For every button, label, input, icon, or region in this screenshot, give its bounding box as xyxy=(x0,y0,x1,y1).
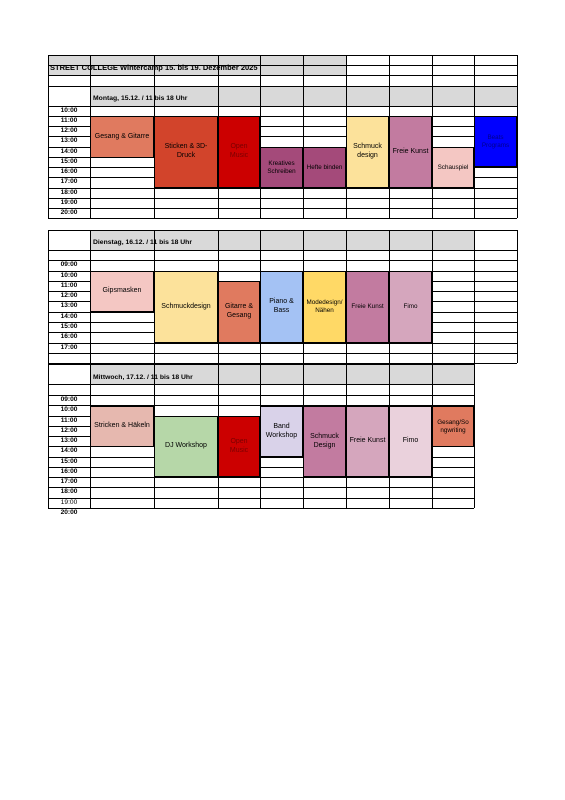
time-label: 20:00 xyxy=(60,209,78,216)
activity-block[interactable]: Modedesign/ Nähen xyxy=(303,271,346,343)
grid-line xyxy=(48,250,517,251)
activity-block[interactable]: Gipsmasken xyxy=(90,271,154,312)
grid-line xyxy=(260,55,261,218)
activity-block[interactable]: Open Music xyxy=(218,116,260,188)
grid-line xyxy=(48,384,474,385)
grid-line xyxy=(474,364,475,508)
time-label: 19:00 xyxy=(60,499,78,506)
time-label: 17:00 xyxy=(60,344,78,351)
time-label: 13:00 xyxy=(60,302,78,309)
activity-block[interactable]: Open Music xyxy=(218,416,260,477)
activity-block[interactable]: Gesang/So ngwriting xyxy=(432,406,474,447)
grid-line xyxy=(517,230,518,363)
activity-block[interactable]: Stricken & Häkeln xyxy=(90,406,154,447)
grid-line xyxy=(48,395,474,396)
time-label: 12:00 xyxy=(60,127,78,134)
grid-line xyxy=(48,75,517,76)
activity-block[interactable]: Sticken & 3D-Druck xyxy=(154,116,218,188)
time-label: 13:00 xyxy=(60,437,78,444)
grid-line xyxy=(48,487,474,488)
time-label: 17:00 xyxy=(60,478,78,485)
activity-block[interactable]: Freie Kunst xyxy=(389,116,432,188)
day-header-tuesday: Dienstag, 16.12. / 11 bis 18 Uhr xyxy=(93,239,192,246)
grid-line xyxy=(48,353,517,354)
grid-line xyxy=(48,208,517,209)
activity-block[interactable]: Schmuckdesign xyxy=(154,271,218,343)
grid-line xyxy=(48,364,49,508)
activity-block[interactable]: Hefte binden xyxy=(303,147,346,188)
time-label: 10:00 xyxy=(60,107,78,114)
activity-block[interactable]: Gitarre & Gesang xyxy=(218,281,260,343)
grid-line xyxy=(474,230,475,363)
time-label: 15:00 xyxy=(60,158,78,165)
activity-block[interactable]: Schauspiel xyxy=(432,147,474,188)
time-label: 12:00 xyxy=(60,292,78,299)
time-label: 16:00 xyxy=(60,333,78,340)
grid-line xyxy=(48,230,517,231)
day-header-monday: Montag, 15.12. / 11 bis 18 Uhr xyxy=(93,95,188,102)
activity-block[interactable]: Piano & Bass xyxy=(260,271,303,343)
time-label: 17:00 xyxy=(60,178,78,185)
activity-block[interactable]: Kreatives Schreiben xyxy=(260,147,303,188)
activity-block[interactable]: Beats Programs xyxy=(474,116,517,167)
grid-line xyxy=(48,86,517,87)
activity-block[interactable]: Freie Kunst xyxy=(346,406,389,477)
time-label: 10:00 xyxy=(60,272,78,279)
grid-line xyxy=(48,260,517,261)
grid-line xyxy=(48,498,474,499)
time-label: 16:00 xyxy=(60,468,78,475)
activity-block[interactable]: Freie Kunst xyxy=(346,271,389,343)
time-label: 09:00 xyxy=(60,261,78,268)
time-label: 20:00 xyxy=(60,509,78,516)
time-label: 11:00 xyxy=(60,117,78,124)
grid-line xyxy=(48,106,517,107)
time-label: 14:00 xyxy=(60,148,78,155)
day-header-wednesday: Mittwoch, 17.12. / 11 bis 18 Uhr xyxy=(93,374,193,381)
time-label: 14:00 xyxy=(60,313,78,320)
activity-block[interactable]: Schmuck Design xyxy=(303,406,346,477)
time-label: 18:00 xyxy=(60,488,78,495)
grid-line xyxy=(48,198,517,199)
activity-block[interactable]: Gesang & Gitarre xyxy=(90,116,154,158)
grid-line xyxy=(303,55,304,218)
grid-line xyxy=(517,55,518,218)
time-label: 15:00 xyxy=(60,323,78,330)
grid-line xyxy=(48,218,517,219)
activity-block[interactable]: Band Workshop xyxy=(260,406,303,457)
activity-block[interactable]: Fimo xyxy=(389,271,432,343)
time-label: 13:00 xyxy=(60,137,78,144)
activity-block[interactable]: Schmuck design xyxy=(346,116,389,188)
grid-line xyxy=(48,188,517,189)
grid-line xyxy=(48,477,474,478)
page-title: STREET COLLEGE Wintercamp 15. bis 19. Dezember 2025 xyxy=(50,63,258,72)
activity-block[interactable]: Fimo xyxy=(389,406,432,477)
activity-block[interactable]: DJ Workshop xyxy=(154,416,218,477)
time-label: 18:00 xyxy=(60,189,78,196)
grid-line xyxy=(48,343,517,344)
grid-line xyxy=(48,364,474,365)
time-label: 19:00 xyxy=(60,199,78,206)
grid-line xyxy=(432,230,433,363)
time-label: 09:00 xyxy=(60,396,78,403)
grid-line xyxy=(48,55,517,56)
grid-line xyxy=(48,508,474,509)
time-label: 11:00 xyxy=(60,282,78,289)
grid-line xyxy=(432,55,433,218)
time-label: 15:00 xyxy=(60,458,78,465)
time-label: 12:00 xyxy=(60,427,78,434)
time-label: 10:00 xyxy=(60,406,78,413)
time-label: 16:00 xyxy=(60,168,78,175)
time-label: 11:00 xyxy=(60,417,78,424)
time-label: 14:00 xyxy=(60,447,78,454)
